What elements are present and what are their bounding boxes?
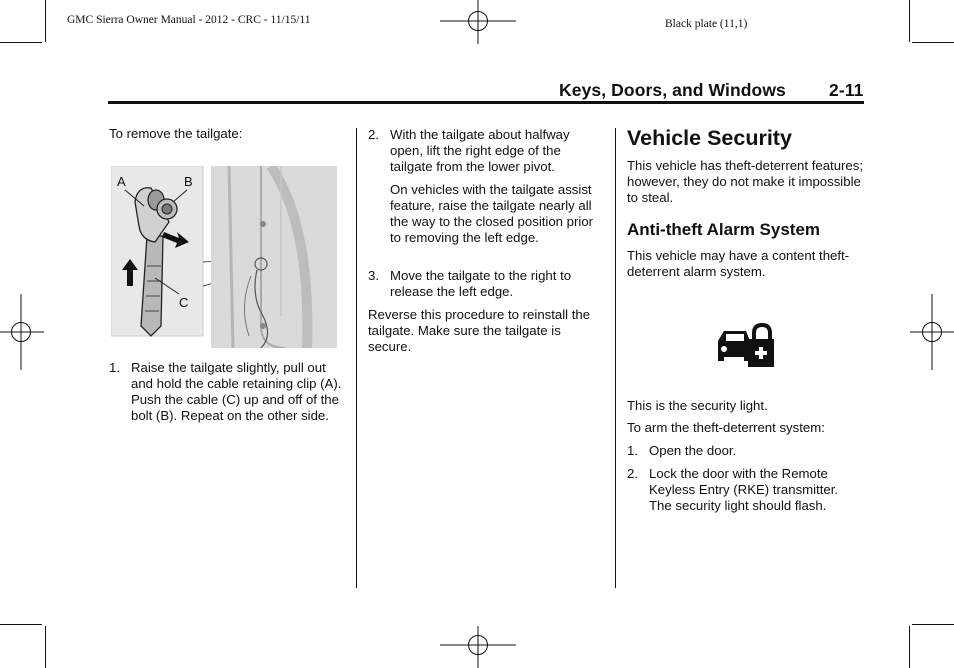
crop-mark [912,624,954,625]
step-text: Lock the door with the Remote Keyless Entry (RKE) transmitter. The security light should flash. [649,466,839,513]
slug-left: GMC Sierra Owner Manual - 2012 - CRC - 11/15/11 [67,14,311,26]
step-text: With the tailgate about halfway open, lift the right edge of the tailgate from the lower pivot. [390,127,570,174]
registration-mark-left [0,294,44,370]
step-text: Open the door. [649,443,737,458]
crop-mark [0,42,42,43]
slug-right: Black plate (11,1) [665,18,748,30]
crop-mark [45,626,46,668]
registration-mark-right [910,294,954,370]
crop-mark [45,0,46,42]
crop-mark [909,0,910,42]
security-light-caption: This is the security light. [627,398,768,413]
vehicle-security-heading: Vehicle Security [627,126,792,150]
page-number: 2-11 [829,80,864,100]
anti-theft-heading: Anti-theft Alarm System [627,220,821,239]
alarm-intro: This vehicle may have a content theft-deterrent alarm system. [627,248,850,279]
crop-mark [0,624,42,625]
tailgate-cable-illustration [111,166,337,348]
crop-mark [909,626,910,668]
step-number: 2. [368,127,379,142]
security-intro: This vehicle has theft-deterrent features; however, they do not make it impossible to steal. [627,158,864,205]
step-number: 1. [627,443,638,458]
label-a: A [117,174,126,189]
step-number: 2. [627,466,638,481]
crop-mark [912,42,954,43]
label-c: C [179,295,189,310]
column-divider [615,128,616,588]
tailgate-assist-note: On vehicles with the tailgate assist feature, raise the tailgate nearly all the way to the closed position prior to removing the left edge. [390,182,594,245]
step-text: Move the tailgate to the right to release the left edge. [390,268,572,299]
label-b: B [184,174,193,189]
reinstall-note: Reverse this procedure to reinstall the tailgate. Make sure the tailgate is secure. [368,307,591,354]
tailgate-cable-figure [111,166,337,348]
registration-mark-bottom [440,626,516,668]
header-rule [108,101,864,104]
section-title: Keys, Doors, and Windows [559,80,786,100]
arm-intro: To arm the theft-deterrent system: [627,420,825,435]
security-light-icon [716,321,774,369]
step-text: Raise the tailgate slightly, pull out and hold the cable retaining clip (A). Push the cable (C) up and off of the bolt (B). Repeat on the other side. [131,360,342,423]
step-number: 1. [109,360,120,375]
column-divider [356,128,357,588]
tailgate-intro: To remove the tailgate: [109,126,243,141]
step-number: 3. [368,268,379,283]
registration-mark-top [440,0,516,44]
